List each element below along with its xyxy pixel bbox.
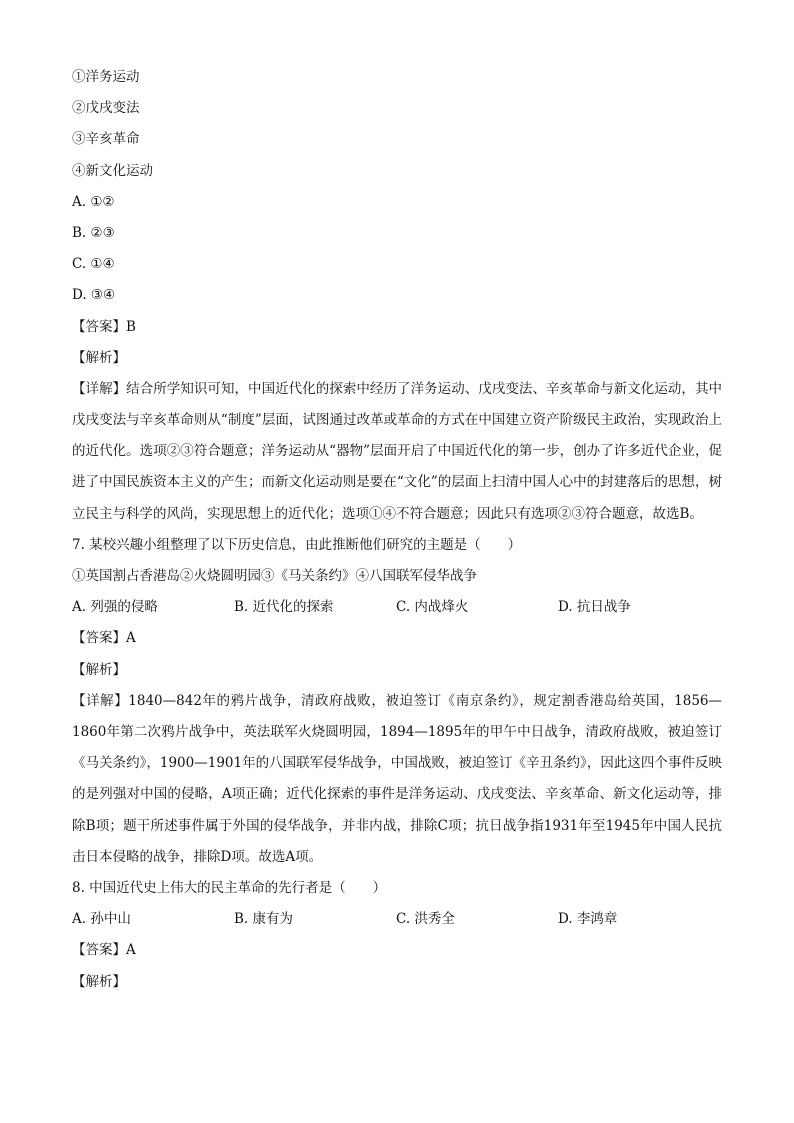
q7-detail-paragraph: 【详解】1840—842年的鸦片战争，清政府战败，被迫签订《南京条约》，规定割香港岛给英国，1856—1860年第二次鸦片战争中，英法联军火烧圆明园，1894—1895年的甲午中日战争，清政府战败，被迫签订《马关条约》，1900—1901年的八国联军侵华战争，中国战败，被迫签订《辛丑条约》，因此这四个事件反映的是列强对中国的侵略，A项正确；近代化探索的事件是洋务运动、戊戌变法、辛亥革命、新文化运动等，排除B项；题干所述事件属于外国的侵华战争，并非内战，排除C项；抗日战争指1931年至1945年中国人民抗击日本侵略的战争，排除D项。故选A项。 bbox=[72, 692, 722, 865]
option-a: A. ①② bbox=[72, 193, 115, 210]
option-d: D. ③④ bbox=[72, 287, 116, 304]
option-b: B. ②③ bbox=[72, 224, 115, 241]
q8-answer: 【答案】A bbox=[72, 942, 136, 959]
q8-option-d: D. 李鸿章 bbox=[558, 911, 618, 928]
answer: 【答案】B bbox=[72, 318, 136, 335]
item-4: ④新文化运动 bbox=[72, 162, 153, 179]
analysis-label: 【解析】 bbox=[72, 349, 126, 366]
q7-answer: 【答案】A bbox=[72, 630, 136, 647]
q7-option-b: B. 近代化的探索 bbox=[234, 599, 334, 616]
question-8-stem: 8. 中国近代史上伟大的民主革命的先行者是（ ） bbox=[72, 880, 387, 897]
question-7-options bbox=[72, 592, 722, 623]
q8-analysis-label: 【解析】 bbox=[72, 973, 126, 990]
item-3: ③辛亥革命 bbox=[72, 131, 140, 148]
question-8-options bbox=[72, 904, 722, 935]
detail-paragraph: 【详解】结合所学知识可知，中国近代化的探索中经历了洋务运动、戊戌变法、辛亥革命与新文化运动，其中戊戌变法与辛亥革命则从“制度”层面，试图通过改革或革命的方式在中国建立资产阶级民主政治，实现政治上的近代化。选项②③符合题意；洋务运动从“器物”层面开启了中国近代化的第一步，创办了许多近代企业，促进了中国民族资本主义的产生；而新文化运动则是要在“文化”的层面上扫清中国人心中的封建落后的思想，树立民主与科学的风尚，实现思想上的近代化；选项①④不符合题意；因此只有选项②③符合题意，故选B。 bbox=[72, 380, 722, 522]
option-c: C. ①④ bbox=[72, 256, 115, 273]
item-2: ②戊戌变法 bbox=[72, 100, 140, 117]
question-7-info: ①英国割占香港岛②火烧圆明园③《马关条约》④八国联军侵华战争 bbox=[72, 568, 477, 585]
q7-option-a: A. 列强的侵略 bbox=[72, 599, 158, 616]
q8-option-a: A. 孙中山 bbox=[72, 911, 131, 928]
q8-option-b: B. 康有为 bbox=[234, 911, 294, 928]
q7-option-d: D. 抗日战争 bbox=[558, 599, 631, 616]
document-page bbox=[72, 62, 722, 998]
item-1: ①洋务运动 bbox=[72, 69, 140, 85]
q7-analysis-label: 【解析】 bbox=[72, 661, 126, 678]
question-7-stem: 7. 某校兴趣小组整理了以下历史信息，由此推断他们研究的主题是（ ） bbox=[72, 536, 522, 553]
q7-option-c: C. 内战烽火 bbox=[396, 599, 469, 616]
q8-option-c: C. 洪秀全 bbox=[396, 911, 455, 928]
